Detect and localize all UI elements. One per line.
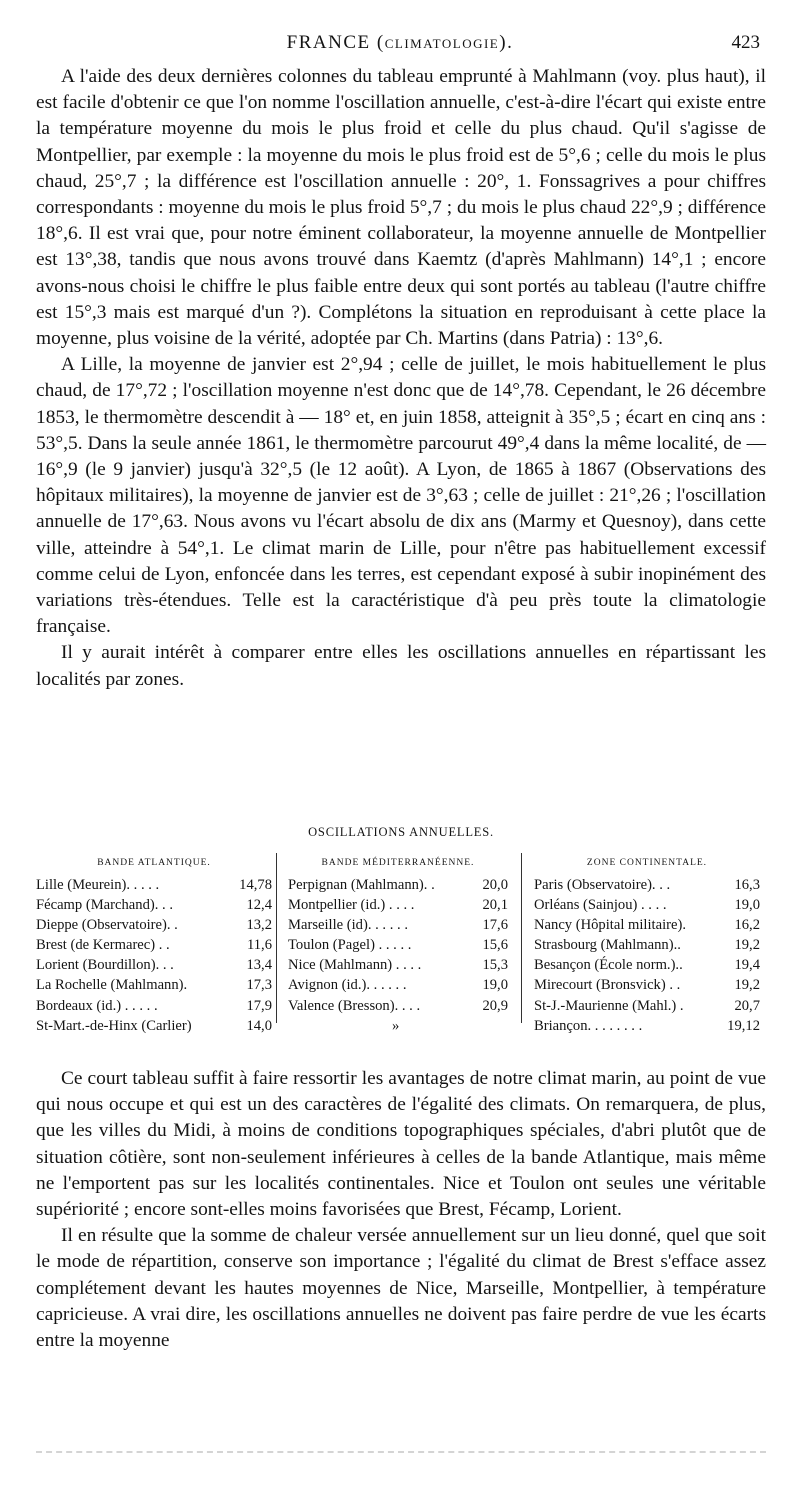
table-cell-place: Briançon. . . . . . . . <box>534 1017 643 1034</box>
table-cell-value: 20,9 <box>482 997 508 1014</box>
body-text-top <box>36 64 766 693</box>
table-row <box>36 935 272 955</box>
table-cell-place: Orléans (Sainjou) . . . . <box>534 897 667 914</box>
table-cell-place: St-Mart.-de-Hinx (Carlier) <box>36 1017 192 1034</box>
table-cell-place: Nice (Mahlmann) . . . . <box>288 957 422 974</box>
header-title-main: FRANCE ( <box>286 32 385 53</box>
table-row <box>288 955 508 975</box>
table-cell-value: 17,3 <box>246 977 272 994</box>
table-row <box>288 996 508 1016</box>
table-cell-value: 19,0 <box>734 897 760 914</box>
table-row <box>534 935 760 955</box>
paragraph: A l'aide des deux dernières colonnes du tableau emprunté à Mahlmann (voy. plus haut), il est facile d'obtenir ce que l'on nomme l'oscillation annuelle, c'est-à-dire l'écart qui existe entre la température moyenne du mois le plus froid et celle du plus chaud. Qu'il s'agisse de Montpellier, par exemple : la moyenne du mois le plus froid est de 5°,6 ; celle du mois le plus chaud, 25°,7 ; la différence est l'oscillation annuelle : 20°, 1. Fonssagrives a pour chiffres correspondants : moyenne du mois le plus froid 5°,7 ; du mois le plus chaud 22°,9 ; différence 18°,6. Il est vrai que, pour notre éminent collaborateur, la moyenne annuelle de Montpellier est 13°,38, tandis que nous avons trouvé dans Kaemtz (d'après Mahlmann) 14°,1 ; encore avons-nous choisi le chiffre le plus faible entre deux qui sont portés au tableau (l'autre chiffre est 15°,3 mais est marqué d'un ?). Complétons la situation en reproduisant à cette place la moyenne, plus voisine de la vérité, adoptée par Ch. Martins (dans Patria) : 13°,6. <box>36 66 766 350</box>
header-title <box>36 32 764 54</box>
table-cell-place: Avignon (id.). . . . . . <box>288 977 407 994</box>
table-column-heading: ZONE CONTINENTALE. <box>586 858 708 868</box>
table-cell-place: Nancy (Hôpital militaire). <box>534 917 686 934</box>
table-cell-value: 17,6 <box>482 917 508 934</box>
table-row <box>36 955 272 975</box>
table-row <box>288 915 508 935</box>
table-cell-value: 19,0 <box>482 977 508 994</box>
table-row <box>288 875 508 895</box>
table-column-continentale <box>534 853 760 1036</box>
table-row <box>288 975 508 995</box>
table-row <box>534 895 760 915</box>
table-cell-place: Brest (de Kermarec) . . <box>36 937 170 954</box>
table-row <box>534 875 760 895</box>
table-row <box>288 935 508 955</box>
running-header <box>36 30 764 60</box>
table-row <box>534 915 760 935</box>
table-cell-value: 13,2 <box>246 917 272 934</box>
paragraph: Il y aurait intérêt à comparer entre elles les oscillations annuelles en répartissant les localités par zones. <box>36 642 766 690</box>
table-cell-value: 15,6 <box>482 937 508 954</box>
table-row <box>288 1016 508 1036</box>
table-cell-value: 19,12 <box>727 1017 760 1034</box>
table-cell-place: Lille (Meurein). . . . . <box>36 877 160 893</box>
table-cell-place: Strasbourg (Mahlmann).. <box>534 937 681 954</box>
table-cell-place: Mirecourt (Bronsvick) . . <box>534 977 681 994</box>
page-number: 423 <box>731 32 760 53</box>
table-cell-value: 20,1 <box>482 897 508 914</box>
table-cell-value: 11,6 <box>247 937 272 954</box>
header-title-small-caps: CLIMATOLOGIE <box>384 36 500 51</box>
table-row <box>288 895 508 915</box>
table-cell-value: 14,78 <box>239 877 272 893</box>
table-row <box>36 1016 272 1036</box>
table-cell-place: Fécamp (Marchand). . . <box>36 897 173 914</box>
table-row <box>36 875 272 895</box>
table-row <box>534 955 760 975</box>
table-column-mediterraneenne <box>288 853 508 1036</box>
paragraph: A Lille, la moyenne de janvier est 2°,94 ; celle de juillet, le mois habituellement le plus chaud, de 17°,72 ; l'oscillation moyenne n'est donc que de 14°,78. Cependant, le 26 décembre 1853, le thermomètre descendit à — 18° et, en juin 1858, atteignit à 35°,5 ; écart en cinq ans : 53°,5. Dans la seule année 1861, le thermomètre parcourut 49°,4 dans la même localité, de — 16°,9 (le 9 janvier) jusqu'à 32°,5 (le 12 août). A Lyon, de 1865 à 1867 (Observations des hôpitaux militaires), la moyenne de janvier est de 3°,63 ; celle de juillet : 21°,26 ; l'oscillation annuelle de 17°,63. Nous avons vu l'écart absolu de dix ans (Marmy et Quesnoy), dans cette ville, atteindre à 54°,1. Le climat marin de Lille, pour n'être pas habituellement excessif comme celui de Lyon, enfoncée dans les terres, est cependant exposé à subir inopinément des variations très-étendues. Telle est la caractéristique d'à peu près toute la climatologie française. <box>36 354 766 638</box>
table-row <box>36 895 272 915</box>
table-cell-place: Perpignan (Mahlmann). . <box>288 877 435 893</box>
table-row <box>36 975 272 995</box>
table-column-heading: BANDE ATLANTIQUE. <box>97 858 211 868</box>
table-cell-value: 19,4 <box>734 957 760 974</box>
table-cell-place: Valence (Bresson). . . . <box>288 997 421 1014</box>
table-cell-place: Paris (Observatoire). . . <box>534 877 671 893</box>
page-bottom-artifact <box>36 1451 766 1457</box>
table-column-heading: BANDE MÉDITERRANÉENNE. <box>321 858 475 868</box>
table-cell-place: » <box>392 1017 400 1034</box>
column-divider <box>276 853 277 1023</box>
table-cell-value: 19,2 <box>734 937 760 954</box>
paragraph: Il en résulte que la somme de chaleur versée annuellement sur un lieu donné, quel que soit le mode de répartition, conserve son importance ; l'égalité du climat de Brest s'efface assez complétement devant les hautes moyennes de Nice, Marseille, Montpellier, à température capricieuse. A vrai dire, les oscillations annuelles ne doivent pas faire perdre de vue les écarts entre la moyenne <box>36 1225 766 1352</box>
table-cell-value: 12,4 <box>246 897 272 914</box>
table-cell-place: St-J.-Maurienne (Mahl.) . <box>534 997 684 1014</box>
table-cell-place: La Rochelle (Mahlmann). <box>36 977 188 994</box>
table-row <box>534 1016 760 1036</box>
table-cell-value: 14,0 <box>246 1017 272 1034</box>
table-cell-place: Toulon (Pagel) . . . . . <box>288 937 412 954</box>
table-cell-place: Montpellier (id.) . . . . <box>288 897 415 914</box>
table-cell-value: 19,2 <box>734 977 760 994</box>
table-cell-place: Bordeaux (id.) . . . . . <box>36 997 158 1014</box>
table-cell-value <box>504 1016 508 1036</box>
table-cell-value: 15,3 <box>482 957 508 974</box>
table-cell-place: Dieppe (Observatoire). . <box>36 917 178 934</box>
table-cell-value: 20,7 <box>734 997 760 1014</box>
table-cell-value: 16,3 <box>734 877 760 893</box>
table-cell-place: Lorient (Bourdillon). . . <box>36 957 174 974</box>
column-divider <box>521 853 522 1023</box>
header-title-end: ). <box>499 32 514 53</box>
oscillations-table <box>36 853 766 1034</box>
table-row <box>534 996 760 1016</box>
body-text-bottom <box>36 1066 766 1354</box>
table-row <box>36 915 272 935</box>
table-cell-value: 13,4 <box>246 957 272 974</box>
paragraph: Ce court tableau suffit à faire ressortir les avantages de notre climat marin, au point de vue qui nous occupe et qui est un des caractères de l'égalité des climats. On remarquera, de plus, que les villes du Midi, à moins de conditions topographiques spéciales, d'abri plutôt que de situation côtière, sont non-seulement inférieures à celles de la bande Atlantique, mais même ne l'emportent pas sur les localités continentales. Nice et Toulon ont seules une véritable supériorité ; encore sont-elles moins favorisées que Brest, Fécamp, Lorient. <box>36 1068 766 1221</box>
table-row <box>36 996 272 1016</box>
table-cell-value: 20,0 <box>482 877 508 893</box>
table-cell-place: Besançon (École norm.).. <box>534 957 683 974</box>
table-column-atlantique <box>36 853 272 1036</box>
table-cell-value: 16,2 <box>734 917 760 934</box>
table-row <box>534 975 760 995</box>
table-title: OSCILLATIONS ANNUELLES. <box>308 825 494 839</box>
table-cell-place: Marseille (id). . . . . . <box>288 917 408 934</box>
table-cell-value: 17,9 <box>246 997 272 1014</box>
